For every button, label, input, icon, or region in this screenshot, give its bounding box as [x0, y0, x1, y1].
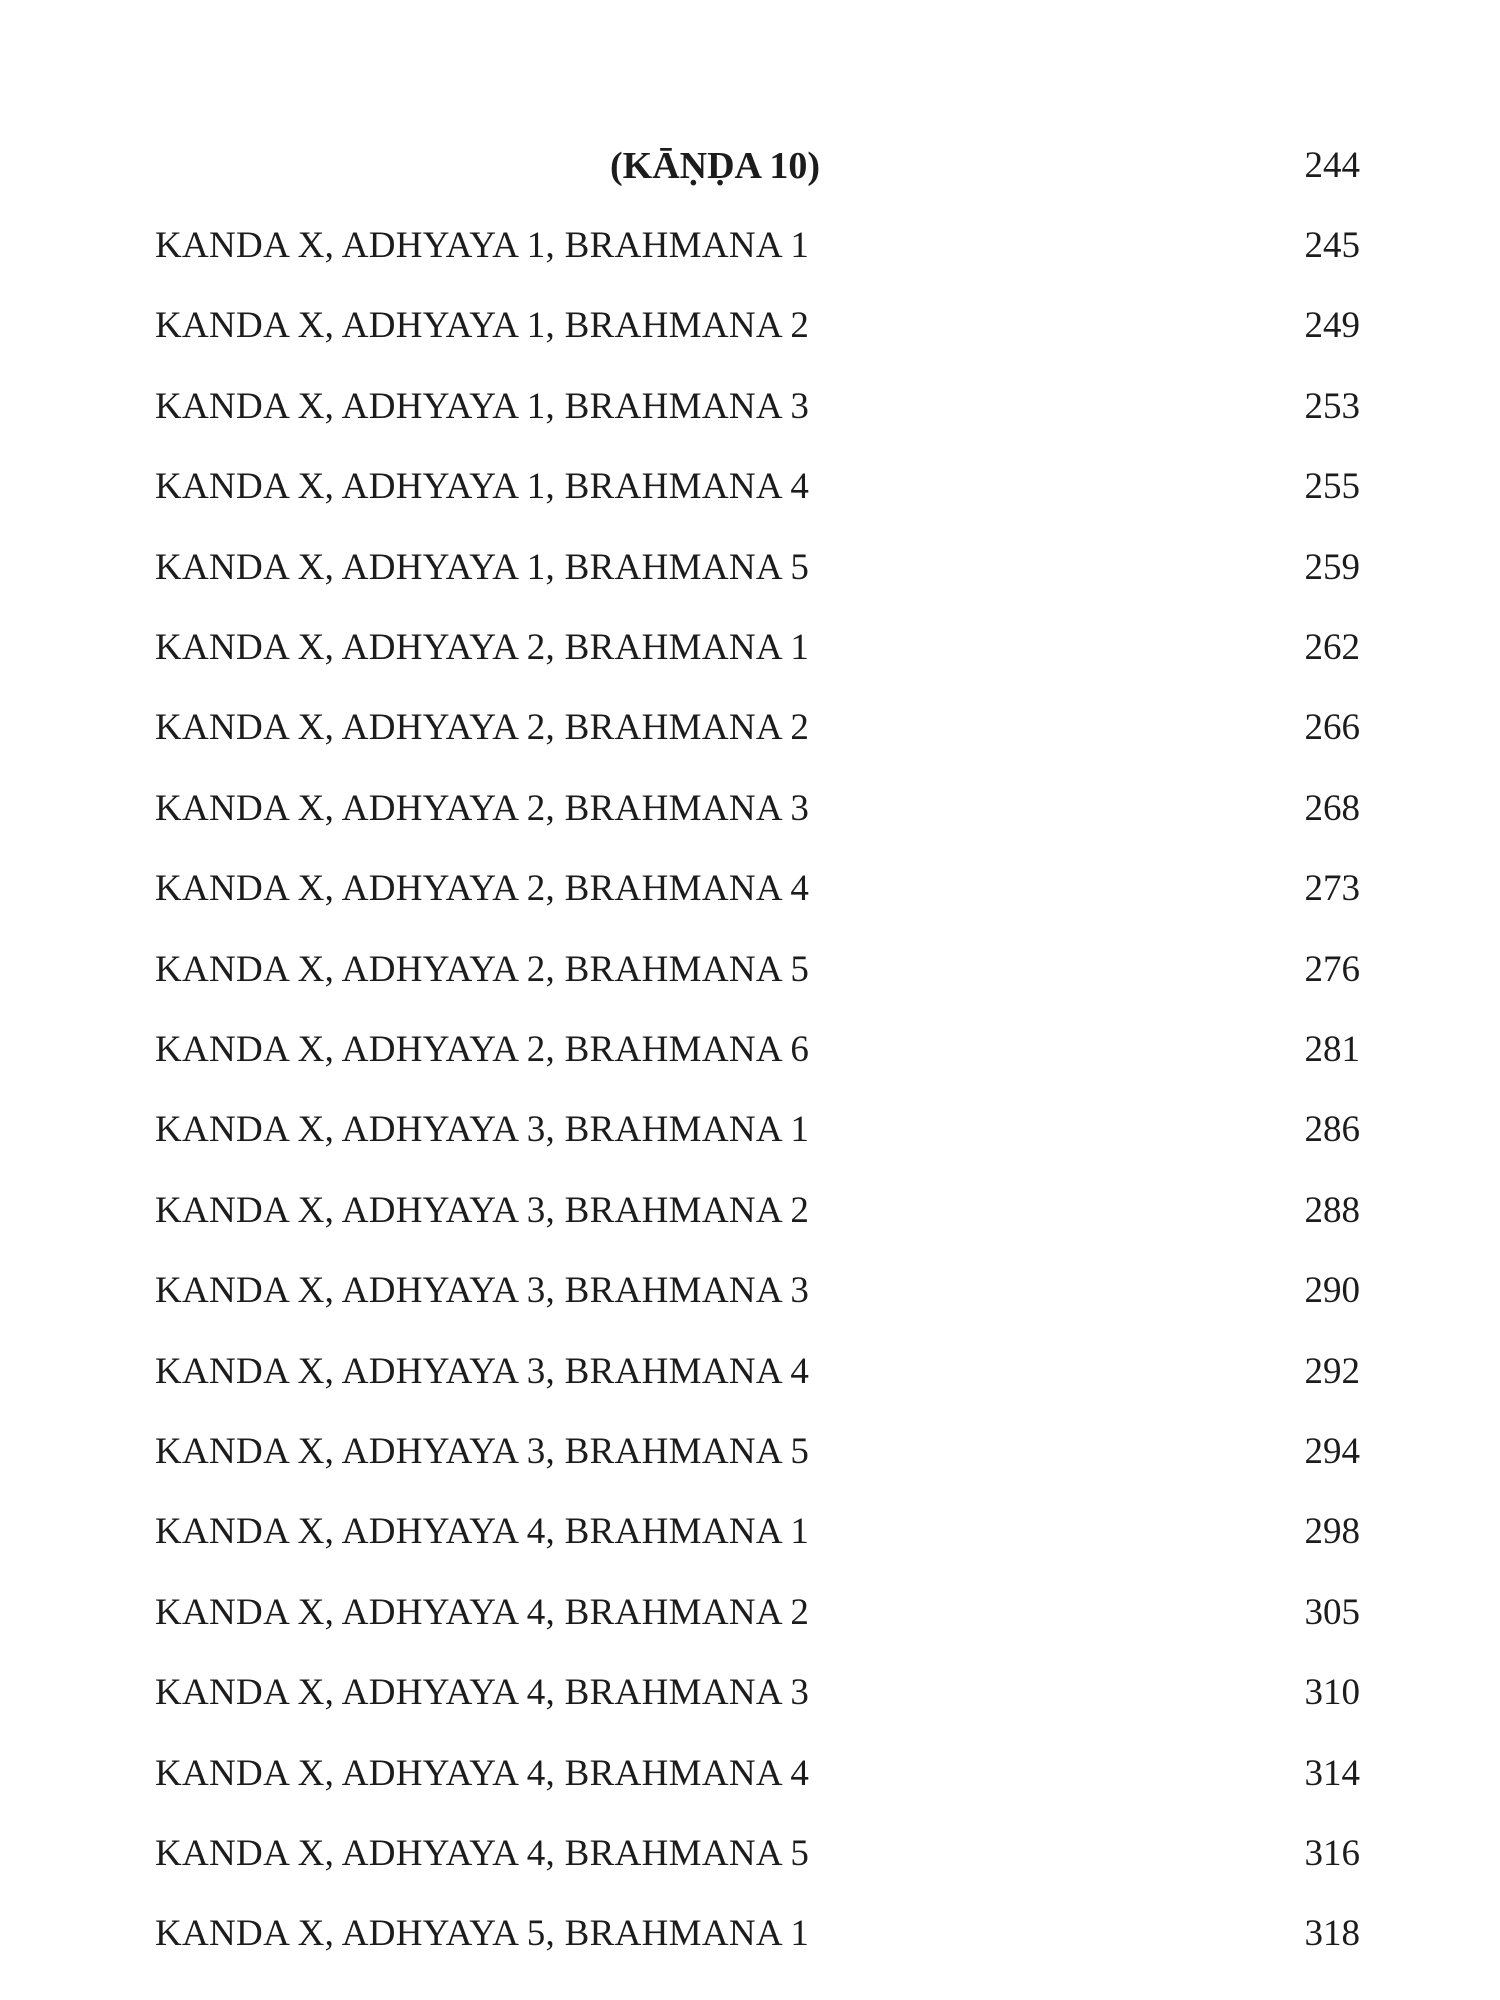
toc-entry-label: KANDA X, ADHYAYA 1, BRAHMANA 1 — [155, 225, 810, 266]
toc-entry-label: KANDA X, ADHYAYA 2, BRAHMANA 6 — [155, 1029, 810, 1070]
toc-entry-label: KANDA X, ADHYAYA 2, BRAHMANA 5 — [155, 948, 810, 990]
toc-entry — [0, 1183, 1500, 1239]
toc-entry-page-number: 286 — [1304, 1109, 1360, 1151]
toc-entry-label: KANDA X, ADHYAYA 2, BRAHMANA 2 — [155, 707, 810, 749]
toc-entry — [0, 1102, 1500, 1158]
toc-entry-page-number: 292 — [1304, 1350, 1360, 1392]
toc-entry-label: KANDA X, ADHYAYA 1, BRAHMANA 5 — [155, 546, 810, 588]
toc-entry — [0, 781, 1500, 837]
toc-entry-label: KANDA X, ADHYAYA 2, BRAHMANA 4 — [155, 868, 810, 910]
toc-entry-page-number: 262 — [1304, 627, 1360, 668]
toc-entry — [0, 1344, 1500, 1400]
toc-entry-page-number: 288 — [1304, 1189, 1360, 1231]
toc-entry-page-number: 253 — [1304, 385, 1360, 427]
toc-entry-label: KANDA X, ADHYAYA 3, BRAHMANA 5 — [155, 1431, 810, 1472]
toc-entry-page-number: 316 — [1304, 1833, 1360, 1874]
toc-entry-page-number: 318 — [1304, 1913, 1360, 1955]
toc-entry — [0, 861, 1500, 917]
toc-entry-page-number: 281 — [1304, 1029, 1360, 1070]
toc-entry-page-number: 273 — [1304, 868, 1360, 910]
toc-entry-page-number: 266 — [1304, 707, 1360, 749]
toc-entry — [0, 1424, 1500, 1480]
toc-entry — [0, 1263, 1500, 1319]
toc-entry-label: KANDA X, ADHYAYA 3, BRAHMANA 1 — [155, 1109, 810, 1151]
toc-entry-label: KANDA X, ADHYAYA 4, BRAHMANA 1 — [155, 1511, 810, 1553]
section-heading — [0, 138, 1500, 194]
toc-entry — [0, 540, 1500, 596]
toc-entry-page-number: 249 — [1304, 305, 1360, 347]
toc-entry-page-number: 276 — [1304, 948, 1360, 990]
section-page-number: 244 — [1304, 145, 1360, 186]
toc-entry — [0, 298, 1500, 354]
section-title: (KĀṆḌA 10) — [610, 145, 821, 187]
toc-entry-label: KANDA X, ADHYAYA 4, BRAHMANA 4 — [155, 1752, 810, 1794]
toc-entry-page-number: 298 — [1304, 1511, 1360, 1553]
toc-entry — [0, 620, 1500, 676]
toc-entry — [0, 942, 1500, 998]
toc-entry-label: KANDA X, ADHYAYA 4, BRAHMANA 2 — [155, 1591, 810, 1633]
toc-entry-label: KANDA X, ADHYAYA 3, BRAHMANA 2 — [155, 1189, 810, 1231]
toc-entry — [0, 1022, 1500, 1078]
toc-entry-page-number: 310 — [1304, 1672, 1360, 1714]
toc-entry-label: KANDA X, ADHYAYA 1, BRAHMANA 2 — [155, 305, 810, 347]
toc-entry — [0, 1746, 1500, 1802]
toc-entry-page-number: 259 — [1304, 546, 1360, 588]
toc-entry-label: KANDA X, ADHYAYA 2, BRAHMANA 3 — [155, 787, 810, 829]
toc-entry-page-number: 305 — [1304, 1591, 1360, 1633]
toc-entry-page-number: 268 — [1304, 787, 1360, 829]
toc-entry-page-number: 245 — [1304, 225, 1360, 266]
toc-entry-page-number: 255 — [1304, 466, 1360, 508]
toc-entry-label: KANDA X, ADHYAYA 1, BRAHMANA 4 — [155, 466, 810, 508]
toc-entry — [0, 1906, 1500, 1962]
toc-entry — [0, 1665, 1500, 1721]
toc-entry-label: KANDA X, ADHYAYA 4, BRAHMANA 5 — [155, 1833, 810, 1874]
toc-entry-page-number: 294 — [1304, 1431, 1360, 1472]
toc-entry-page-number: 314 — [1304, 1752, 1360, 1794]
toc-entry-label: KANDA X, ADHYAYA 3, BRAHMANA 3 — [155, 1270, 810, 1312]
toc-entry-label: KANDA X, ADHYAYA 5, BRAHMANA 1 — [155, 1913, 810, 1955]
toc-entry — [0, 379, 1500, 435]
toc-entry — [0, 1585, 1500, 1641]
toc-entry — [0, 700, 1500, 756]
toc-entry-label: KANDA X, ADHYAYA 4, BRAHMANA 3 — [155, 1672, 810, 1714]
toc-entry — [0, 218, 1500, 274]
toc-entry-label: KANDA X, ADHYAYA 3, BRAHMANA 4 — [155, 1350, 810, 1392]
toc-entry-label: KANDA X, ADHYAYA 2, BRAHMANA 1 — [155, 627, 810, 668]
toc-entry — [0, 1826, 1500, 1882]
toc-entry — [0, 1504, 1500, 1560]
toc-entry-label: KANDA X, ADHYAYA 1, BRAHMANA 3 — [155, 385, 810, 427]
toc-entry — [0, 459, 1500, 515]
toc-entry-page-number: 290 — [1304, 1270, 1360, 1312]
